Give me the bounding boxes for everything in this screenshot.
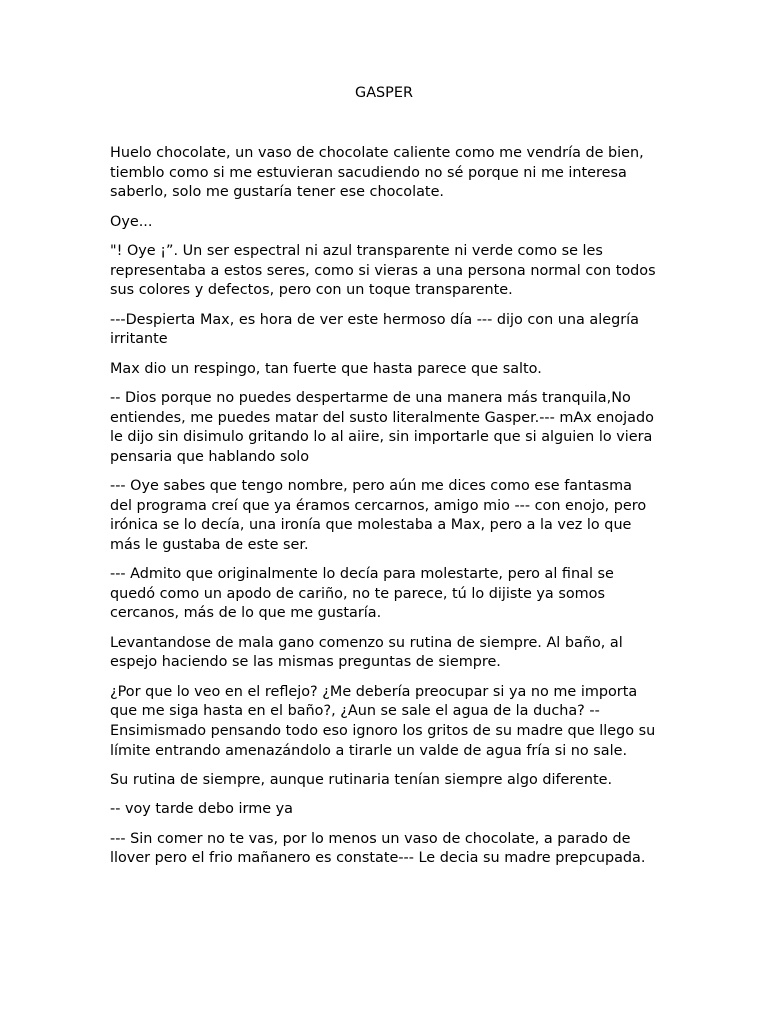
paragraph: "! Oye ¡”. Un ser espectral ni azul transparente ni verde como se les representaba a estos seres, como si vieras a una persona normal con todos sus colores y defectos, pero con un toque transparente.: [110, 242, 656, 299]
document-body: [110, 144, 658, 879]
paragraph: ---Despierta Max, es hora de ver este hermoso día --- dijo con una alegría irritante: [110, 311, 639, 348]
document-title: GASPER: [355, 85, 413, 101]
paragraph: Huelo chocolate, un vaso de chocolate caliente como me vendría de bien, tiemblo como si me estuvieran sacudiendo no sé porque ni me interesa saberlo, solo me gustaría tener ese chocolate.: [110, 145, 644, 201]
paragraph: ¿Por que lo veo en el reflejo? ¿Me debería preocupar si ya no me importa que me siga hasta en el baño?, ¿Aun se sale el agua de la ducha? -- Ensimismado pensando todo eso ignoro los gritos de su madre que llego su límite entrando amenazándolo a tirarle un valde de agua fría si no sale.: [110, 683, 656, 759]
paragraph: Max dio un respingo, tan fuerte que hasta parece que salto.: [110, 360, 542, 377]
paragraph: --- Admito que originalmente lo decía para molestarte, pero al final se quedó como un apodo de cariño, no te parece, tú lo dijiste ya somos cercanos, más de lo que me gustaría.: [110, 566, 614, 622]
paragraph: --- Oye sabes que tengo nombre, pero aún me dices como ese fantasma del programa creí que ya éramos cercarnos, amigo mio --- con enojo, pero irónica se lo decía, una ironía que molestaba a Max, pero a la vez lo que más le gustaba de este ser.: [110, 478, 647, 553]
paragraph: --- Sin comer no te vas, por lo menos un vaso de chocolate, a parado de llover pero el frio mañanero es constate--- Le decia su madre prepcupada.: [110, 830, 646, 867]
paragraph: Oye...: [110, 213, 153, 230]
paragraph: Su rutina de siempre, aunque rutinaria tenían siempre algo diferente.: [110, 772, 613, 788]
paragraph: Levantandose de mala gano comenzo su rutina de siempre. Al baño, al espejo haciendo se las mismas preguntas de siempre.: [110, 634, 623, 671]
paragraph: -- voy tarde debo irme ya: [110, 801, 294, 818]
paragraph: -- Dios porque no puedes despertarme de una manera más tranquila,No entiendes, me puedes matar del susto literalmente Gasper.--- mAx enojado le dijo sin disimulo gritando lo al aiire, sin importarle que si alguien lo viera pensaria que hablando solo: [110, 389, 654, 465]
